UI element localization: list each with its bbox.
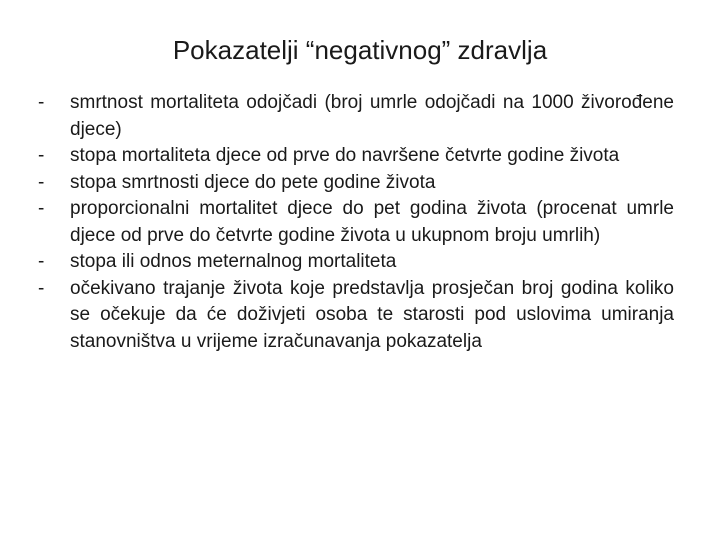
bullet-dash: - (38, 251, 45, 272)
bullet-text: očekivano trajanje života koje predstavlja prosječan broj godina koliko se očekuje da će doživjeti osoba te starosti pod uslovima umiranja stanovništva u vrijeme izračunavanja pokazatelja (70, 277, 674, 352)
bullet-text: smrtnost mortaliteta odojčadi (broj umrle odojčadi na 1000 živorođene djece) (70, 92, 674, 140)
bullet-item-4 (38, 196, 674, 249)
bullet-text: proporcionalni mortalitet djece do pet godina života (procenat umrle djece od prve do četvrte godine života u ukupnom broju umrlih) (70, 198, 674, 246)
bullet-item-6 (38, 276, 674, 356)
bullet-text: stopa mortaliteta djece od prve do navršene četvrte godine života (70, 145, 620, 166)
bullet-text: stopa ili odnos meternalnog mortaliteta (70, 251, 397, 272)
bullet-dash: - (38, 198, 45, 219)
bullet-dash: - (38, 277, 45, 299)
slide-title: Pokazatelji “negativnog” zdravlja (172, 35, 548, 65)
bullet-text: stopa smrtnosti djece do pete godine života (70, 171, 436, 193)
bullet-dash: - (38, 92, 45, 113)
bullet-item-2 (38, 143, 674, 170)
bullet-dash: - (38, 171, 45, 193)
bullet-list (38, 90, 674, 355)
bullet-item-3 (38, 170, 674, 197)
bullet-dash: - (38, 145, 45, 166)
bullet-item-5 (38, 249, 674, 276)
bullet-item-1 (38, 90, 674, 143)
